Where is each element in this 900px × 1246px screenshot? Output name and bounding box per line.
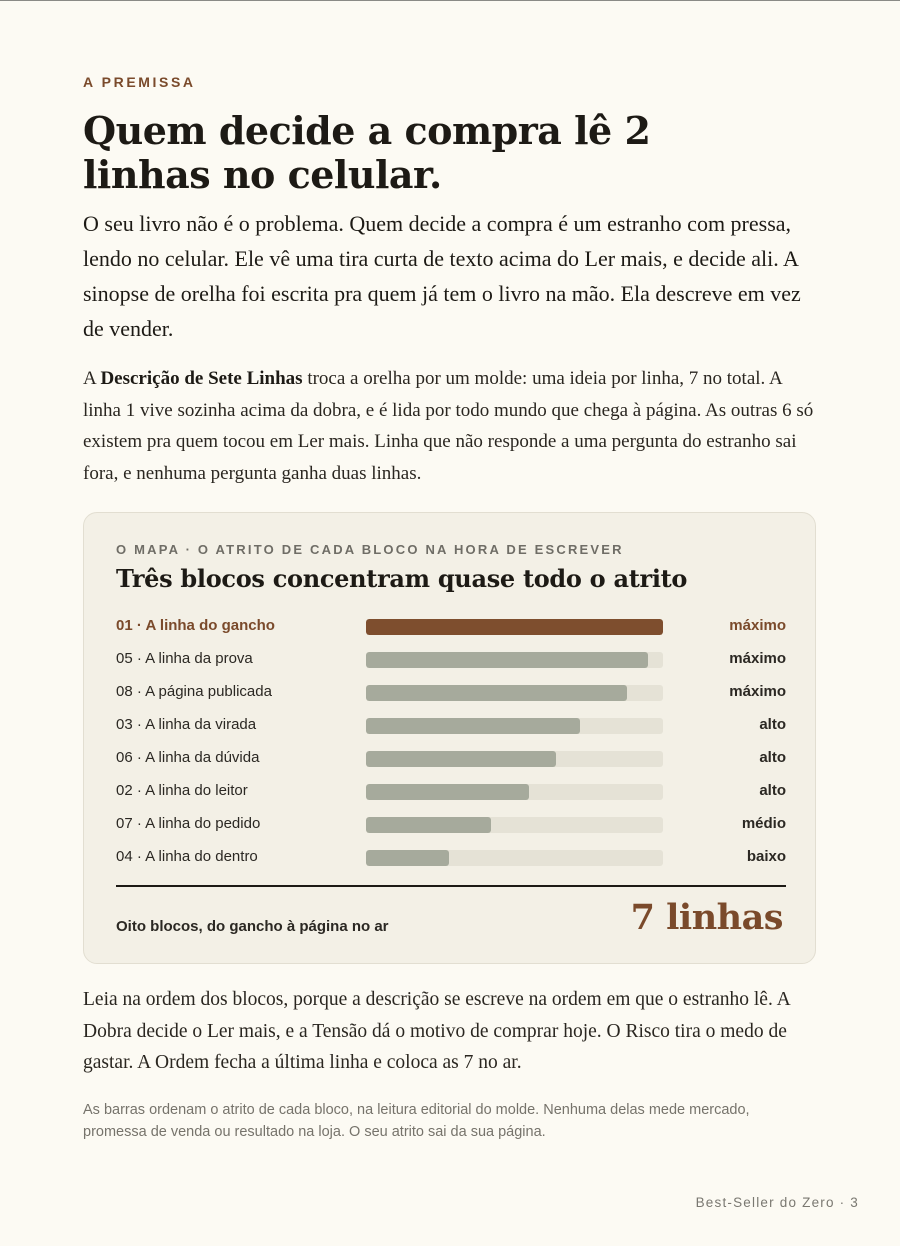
bar-track bbox=[366, 718, 663, 734]
bar-label: 01 · A linha do gancho bbox=[116, 617, 275, 634]
bar-level-label: máximo bbox=[729, 650, 786, 667]
bar-label: 03 · A linha da virada bbox=[116, 716, 257, 733]
bar-label: 08 · A página publicada bbox=[116, 683, 272, 700]
bar-row bbox=[116, 780, 786, 813]
body-bold-term: Descrição de Sete Linhas bbox=[100, 368, 303, 389]
bar-track bbox=[366, 784, 663, 800]
bar bbox=[366, 652, 648, 668]
card-eyebrow: O MAPA · O ATRITO DE CADA BLOCO NA HORA DE ESCREVER bbox=[116, 542, 624, 557]
bar-track bbox=[366, 619, 663, 635]
card-divider bbox=[116, 885, 786, 887]
bar-row bbox=[116, 747, 786, 780]
bar bbox=[366, 619, 663, 635]
bar bbox=[366, 718, 580, 734]
bar-label: 02 · A linha do leitor bbox=[116, 782, 248, 799]
bar-track bbox=[366, 652, 663, 668]
bar-row bbox=[116, 846, 786, 879]
bar-label: 07 · A linha do pedido bbox=[116, 815, 261, 832]
bar-row bbox=[116, 615, 786, 648]
bar-label: 06 · A linha da dúvida bbox=[116, 749, 260, 766]
bar-level-label: alto bbox=[759, 716, 786, 733]
bar bbox=[366, 850, 449, 866]
card-footer-value: 7 linhas bbox=[630, 897, 783, 938]
bar-level-label: máximo bbox=[729, 683, 786, 700]
bar-row bbox=[116, 714, 786, 747]
bar-row bbox=[116, 813, 786, 846]
bar bbox=[366, 685, 627, 701]
body-paragraph bbox=[83, 363, 818, 489]
body-prefix: A bbox=[83, 368, 101, 389]
bar-track bbox=[366, 850, 663, 866]
bar-track bbox=[366, 685, 663, 701]
bar-row bbox=[116, 681, 786, 714]
page-footer: Best-Seller do Zero · 3 bbox=[695, 1195, 859, 1210]
friction-map-card bbox=[83, 512, 816, 964]
bar-level-label: alto bbox=[759, 782, 786, 799]
card-footer-label: Oito blocos, do gancho à página no ar bbox=[116, 918, 389, 935]
bar-track bbox=[366, 817, 663, 833]
section-label: A PREMISSA bbox=[83, 74, 196, 90]
bar-level-label: alto bbox=[759, 749, 786, 766]
bar-level-label: máximo bbox=[729, 617, 786, 634]
card-title: Três blocos concentram quase todo o atrito bbox=[116, 564, 688, 593]
closing-paragraph: Leia na ordem dos blocos, porque a descrição se escreve na ordem em que o estranho lê. A Dobra decide o Ler mais, e a Tensão dá o motivo de comprar hoje. O Risco tira o medo de gastar. A Ordem fecha a última linha e coloca as 7 no ar. bbox=[83, 989, 790, 1073]
chart-note: As barras ordenam o atrito de cada bloco, na leitura editorial do molde. Nenhuma delas mede mercado, promessa de venda ou resultado na loja. O seu atrito sai da sua página. bbox=[83, 1102, 750, 1140]
bar-track bbox=[366, 751, 663, 767]
bar-level-label: médio bbox=[741, 815, 786, 832]
bar bbox=[366, 817, 491, 833]
bar-row bbox=[116, 648, 786, 681]
body-rest: troca a orelha por um molde: uma ideia por linha, 7 no total. A linha 1 vive sozinha acima da dobra, e é lida por todo mundo que chega à página. As outras 6 só existem pra quem tocou em Ler mais. Linha que não responde a uma pergunta do estranho sai fora, e nenhuma pergunta ganha duas linhas. bbox=[83, 368, 814, 484]
page-title: Quem decide a compra lê 2 linhas no celular. bbox=[83, 108, 651, 197]
bar-level-label: baixo bbox=[746, 848, 786, 865]
bar-label: 05 · A linha da prova bbox=[116, 650, 253, 667]
bar-label: 04 · A linha do dentro bbox=[116, 848, 258, 865]
bar bbox=[366, 751, 556, 767]
bar bbox=[366, 784, 529, 800]
lead-paragraph: O seu livro não é o problema. Quem decide a compra é um estranho com pressa, lendo no celular. Ele vê uma tira curta de texto acima do Ler mais, e decide ali. A sinopse de orelha foi escrita pra quem já tem o livro na mão. Ela descreve em vez de vender. bbox=[83, 211, 801, 341]
friction-bar-chart bbox=[116, 615, 786, 879]
